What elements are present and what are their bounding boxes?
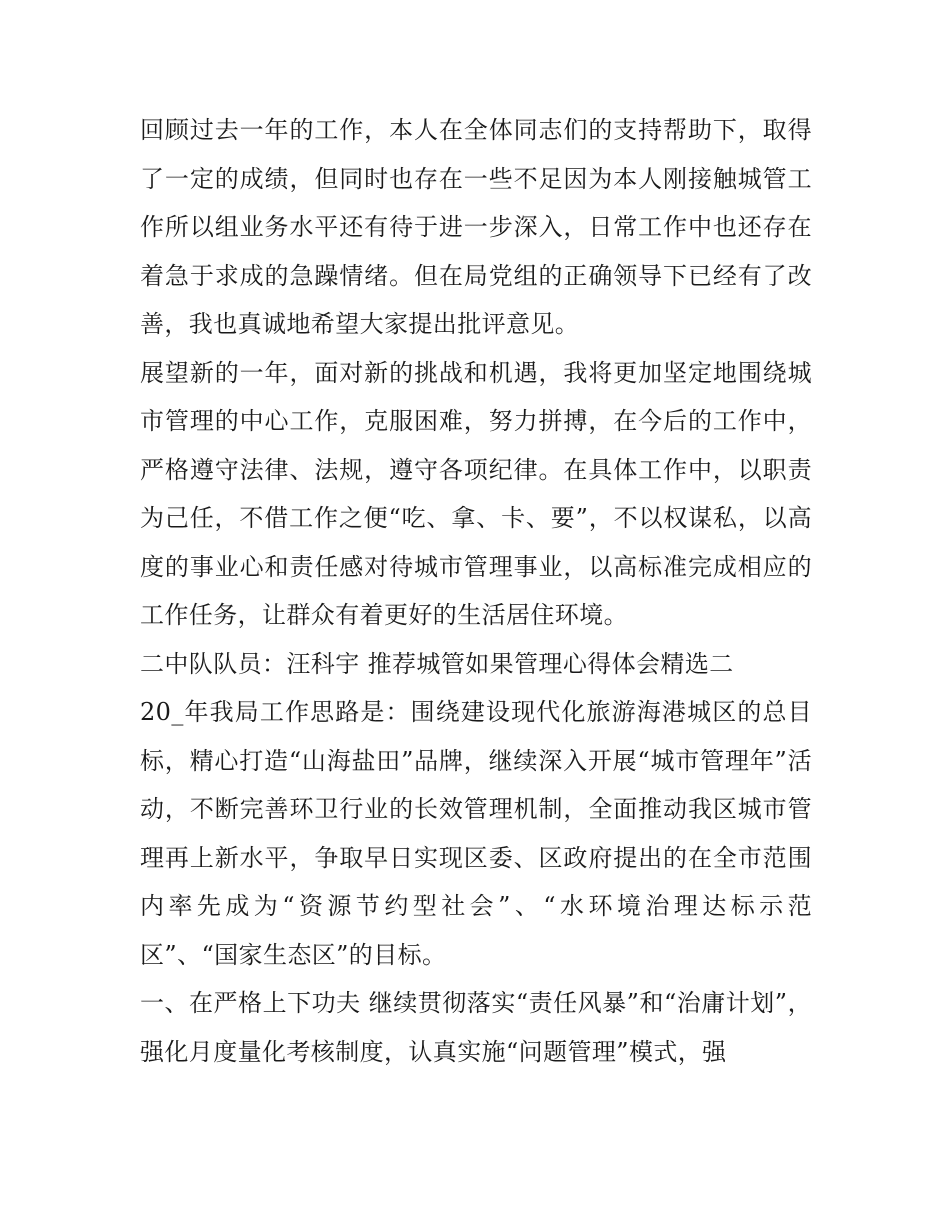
document-body (140, 106, 812, 1076)
paragraph-outlook: 展望新的一年，面对新的挑战和机遇，我将更加坚定地围绕城市管理的中心工作，克服困难，努力拼搏，在今后的工作中，严格遵守法律、法规，遵守各项纪律。在具体工作中，以职责为己任，不借工作之便“吃、拿、卡、要”，不以权谋私，以高度的事业心和责任感对待城市管理事业，以高标准完成相应的工作任务，让群众有着更好的生活居住环境。 (140, 358, 812, 629)
paragraph-section-one: 一、在严格上下功夫 继续贯彻落实“责任风暴”和“治庸计划”，强化月度量化考核制度，认真实施“问题管理”模式，强 (140, 989, 812, 1066)
paragraph-work-plan: 20_年我局工作思路是：围绕建设现代化旅游海港城区的总目标，精心打造“山海盐田”品牌，继续深入开展“城市管理年”活动，不断完善环卫行业的长效管理机制，全面推动我区城市管理再上新水平，争取早日实现区委、区政府提出的在全市范围内率先成为“资源节约型社会”、“水环境治理达标示范区”、“国家生态区”的目标。 (140, 698, 812, 969)
paragraph-review: 回顾过去一年的工作，本人在全体同志们的支持帮助下，取得了一定的成绩，但同时也存在一些不足因为本人刚接触城管工作所以组业务水平还有待于进一步深入，日常工作中也还存在着急于求成的急躁情绪。但在局党组的正确领导下已经有了改善，我也真诚地希望大家提出批评意见。 (140, 116, 812, 338)
paragraph-author-line: 二中队队员：汪科宇 推荐城管如果管理心得体会精选二 (140, 649, 734, 678)
